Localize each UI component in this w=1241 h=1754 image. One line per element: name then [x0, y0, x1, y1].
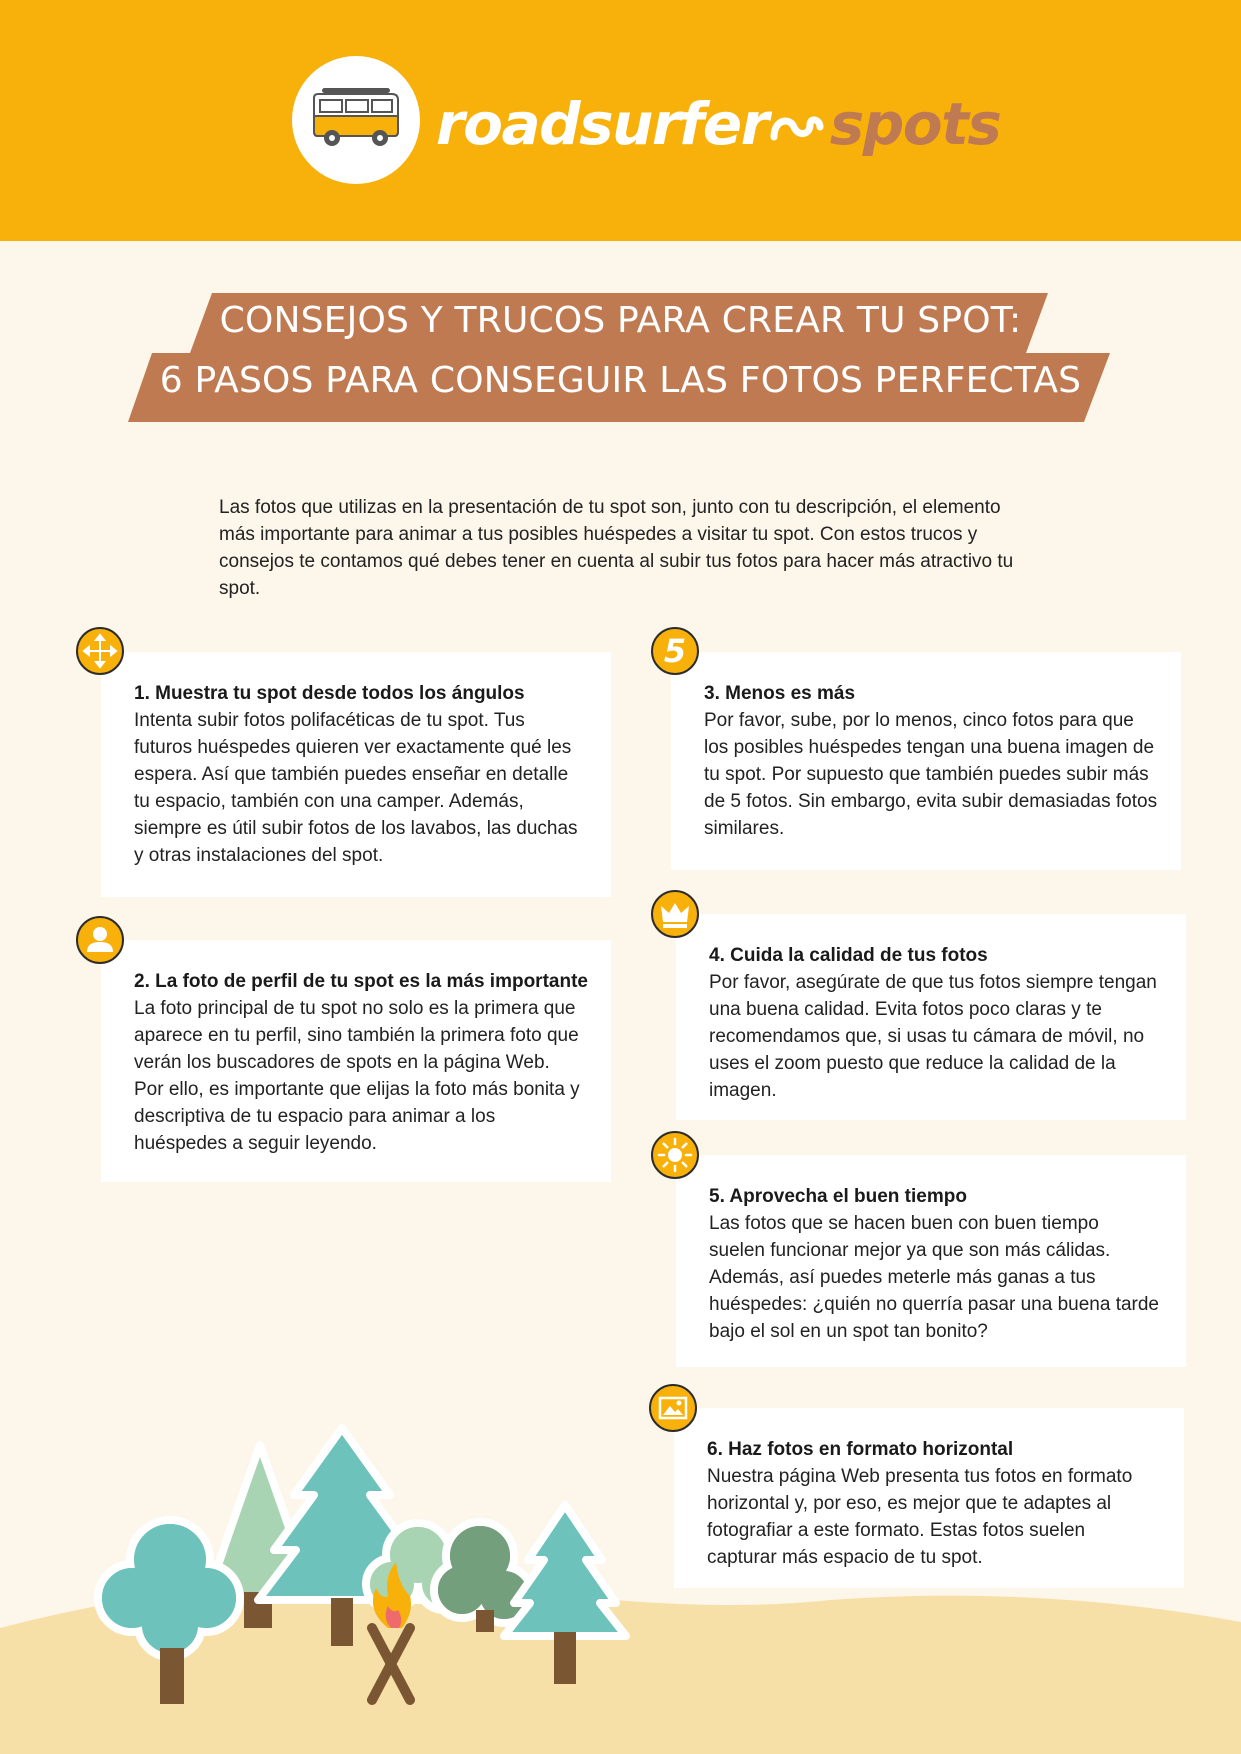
tip-body: Por favor, asegúrate de que tus fotos siempre tengan una buena calidad. Evita fotos poco claras y te recomendamos que, si usas tu cámara de móvil, no uses el zoom puesto que reduce la calidad de la imagen.	[709, 972, 1157, 1101]
pine-tree-right	[504, 1505, 626, 1684]
arrows-icon	[78, 629, 122, 673]
pine-tree-center	[258, 1428, 426, 1646]
tip-title: 5. Aprovecha el buen tiempo	[709, 1186, 967, 1207]
title-line-2: 6 PASOS PARA CONSEGUIR LAS FOTOS PERFECTAS	[159, 360, 1082, 401]
tip-title: 3. Menos es más	[704, 683, 856, 704]
tip-title: 4. Cuida la calidad de tus fotos	[709, 945, 988, 966]
tree-dark-green	[434, 1522, 532, 1632]
tip-title: 1. Muestra tu spot desde todos los ángulos	[134, 683, 525, 704]
crown-icon	[653, 892, 697, 936]
tree-light-green	[207, 1445, 313, 1628]
tip-badge-4	[651, 890, 699, 938]
tip-card-3	[671, 652, 1181, 870]
image-icon	[651, 1386, 695, 1430]
tip-badge-5	[651, 1131, 699, 1179]
tip-body: Las fotos que se hacen buen con buen tiempo suelen funcionar mejor ya que son más cálidas. Además, así puedes meterle más ganas a tus huéspedes: ¿quién no querría pasar una buena tarde bajo el sol en un spot tan bonito?	[709, 1213, 1159, 1342]
tip-card-2	[101, 940, 611, 1182]
tip-title: 2. La foto de perfil de tu spot es la más importante	[134, 971, 588, 992]
sun-icon	[653, 1133, 697, 1177]
brand-name: roadsurfer	[436, 90, 768, 158]
tip-card-5	[676, 1155, 1186, 1367]
tip-badge-1	[76, 627, 124, 675]
campfire-icon	[372, 1562, 411, 1700]
tip-body: Por favor, sube, por lo menos, cinco fotos para que los posibles huéspedes tengan una buena imagen de tu spot. Por supuesto que también puedes subir más de 5 fotos. Sin embargo, evita subir demasiadas fotos similares.	[704, 710, 1158, 839]
tip-card-1	[101, 652, 611, 897]
tip-card-6	[674, 1408, 1184, 1588]
tree-teal-round	[98, 1520, 240, 1704]
tip-body: La foto principal de tu spot no solo es la primera que aparece en tu perfil, sino también la primera foto que verán los buscadores de spots en la página Web. Por ello, es importante que elijas la foto más bonita y descriptiva de tu espacio para animar a los huéspedes a seguir leyendo.	[134, 998, 580, 1154]
tip-badge-3	[651, 627, 699, 675]
title-line-1: CONSEJOS Y TRUCOS PARA CREAR TU SPOT:	[219, 300, 1022, 341]
tip-badge-2	[76, 916, 124, 964]
tip-body: Nuestra página Web presenta tus fotos en formato horizontal y, por eso, es mejor que te adaptes al fotografiar a este formato. Estas fotos suelen capturar más espacio de tu spot.	[707, 1466, 1133, 1568]
brand-sub: spots	[829, 90, 1001, 158]
user-icon	[78, 918, 122, 962]
intro-paragraph: Las fotos que utilizas en la presentación de tu spot son, junto con tu descripción, el elemento más importante para animar a tus posibles huéspedes a visitar tu spot. Con estos trucos y consejos te contamos qué debes tener en cuenta al subir tus fotos para hacer más atractivo tu spot.	[219, 497, 1014, 599]
tip-card-4	[676, 914, 1186, 1120]
tip-badge-6	[649, 1384, 697, 1432]
tip-title: 6. Haz fotos en formato horizontal	[707, 1439, 1014, 1460]
five-icon: 5	[663, 632, 687, 670]
bush-light-green	[366, 1523, 470, 1610]
tip-body: Intenta subir fotos polifacéticas de tu spot. Tus futuros huéspedes quieren ver exactamente qué les espera. Así que también puedes enseñar en detalle tu espacio, también con una camper. Además, siempre es útil subir fotos de los lavabos, las duchas y otras instalaciones del spot.	[134, 710, 578, 866]
